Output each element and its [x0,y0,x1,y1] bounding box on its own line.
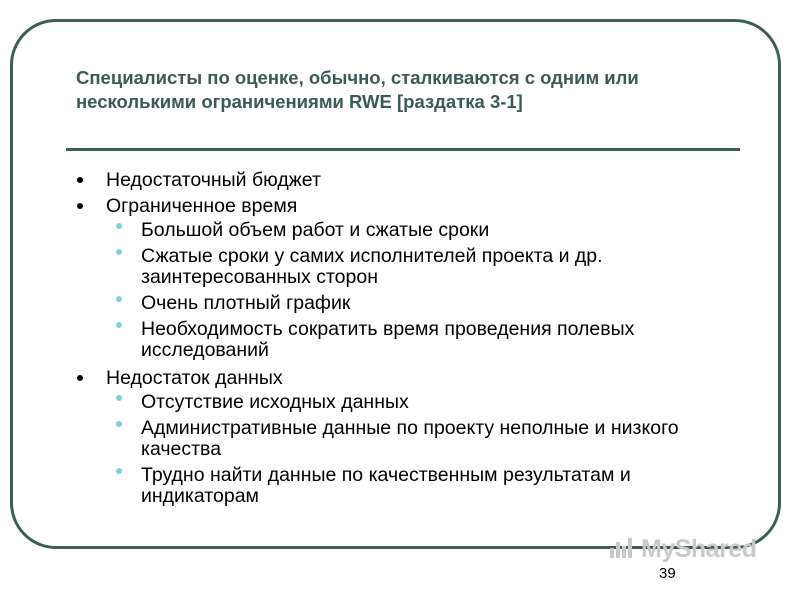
sub-bullet-item [76,319,736,361]
bullet-list [76,168,736,512]
sub-bullet-dot-icon [116,322,122,328]
bullet-text: Недостаточный бюджет [106,169,321,191]
bullet-text: Ограниченное время [106,195,298,217]
bullet-dot-icon [77,177,83,183]
sub-bullet-text: Необходимость сократить время проведения полевых исследований [141,318,635,361]
sub-bullet-item [76,293,736,314]
sub-bullet-text: Очень плотный график [141,292,351,314]
title-divider [66,148,740,151]
bullet-dot-icon [77,375,83,381]
sub-bullet-text: Сжатые сроки у самих исполнителей проекта и др. заинтересованных сторон [141,245,603,288]
sub-bullet-text: Трудно найти данные по качественным результатам и индикаторам [141,464,631,507]
sub-bullet-item [76,246,736,288]
watermark-logo [608,535,756,564]
sub-bullet-dot-icon [116,296,122,302]
sub-bullet-dot-icon [116,249,122,255]
watermark-text: MyShared [641,535,757,563]
bullet-item [76,194,736,218]
sub-bullet-text: Отсутствие исходных данных [141,391,409,413]
sub-bullet-item [76,418,736,460]
sub-bullet-item [76,220,736,241]
bullet-item [76,366,736,390]
sub-bullet-text: Большой объем работ и сжатые сроки [141,219,490,241]
page-number: 39 [659,565,676,582]
bullet-text: Недостаток данных [106,367,283,389]
bullet-dot-icon [77,203,83,209]
bullet-item [76,168,736,192]
sub-bullet-item [76,465,736,507]
sub-bullet-item [76,392,736,413]
sub-bullet-dot-icon [116,223,122,229]
sub-bullet-dot-icon [116,468,122,474]
slide-title: Специалисты по оценке, обычно, сталкиваются с одним или несколькими ограничениями RWE [раздатка 3-1] [76,67,639,112]
sub-bullet-text: Административные данные по проекту неполные и низкого качества [141,417,679,460]
chart-icon [608,535,636,561]
sub-bullet-dot-icon [116,421,122,427]
sub-bullet-dot-icon [116,395,122,401]
